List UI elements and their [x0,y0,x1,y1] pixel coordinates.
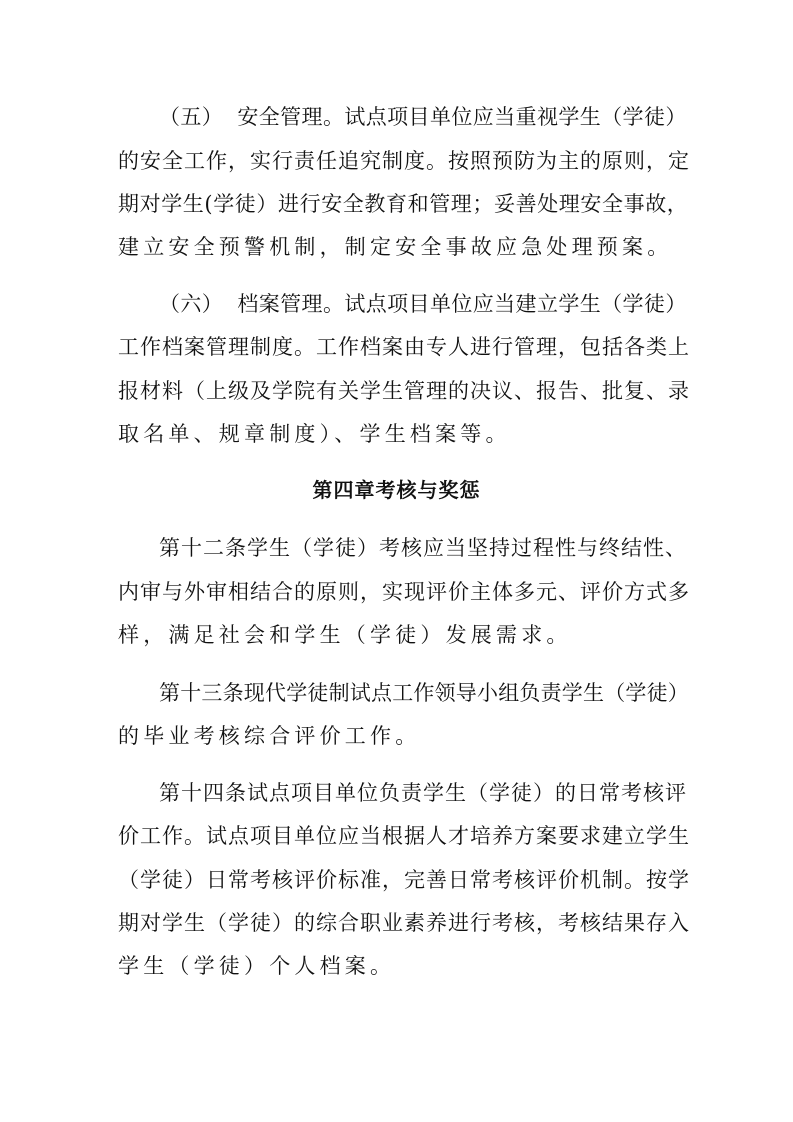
article-13-line-1: 第十三条现代学徒制试点工作领导小组负责学生（学徒） [159,681,689,705]
paragraph-5-line-2: 的安全工作，实行责任追究制度。按照预防为主的原则，定 [118,149,690,173]
article-12-line-1: 第十二条学生（学徒）考核应当坚持过程性与终结性、 [159,536,687,560]
article-13-line-2: 的毕业考核综合评价工作。 [118,724,421,748]
paragraph-6-line-3: 报材料（上级及学院有关学生管理的决议、报告、批复、录 [118,379,690,403]
paragraph-5-line-3: 期对学生(学徒）进行安全教育和管理；妥善处理安全事故， [118,192,689,216]
paragraph-6-line-4: 取名单、规章制度）、学生档案等。 [118,422,511,446]
article-12-line-3: 样，满足社会和学生（学徒）发展需求。 [118,623,572,647]
paragraph-5-line-4: 建立安全预警机制，制定安全事故应急处理预案。 [118,235,673,259]
article-14-line-1: 第十四条试点项目单位负责学生（学徒）的日常考核评 [159,781,687,805]
article-12-line-2: 内审与外审相结合的原则，实现评价主体多元、评价方式多 [118,580,690,604]
article-14-line-2: 价工作。试点项目单位应当根据人才培养方案要求建立学生 [118,824,690,848]
article-14-line-4: 期对学生（学徒）的综合职业素养进行考核，考核结果存入 [118,911,690,935]
paragraph-6-line-2: 工作档案管理制度。工作档案由专人进行管理，包括各类上 [118,335,690,359]
article-14-line-3: （学徒）日常考核评价标准，完善日常考核评价机制。按学 [118,868,690,892]
paragraph-6-line-1: （六） 档案管理。试点项目单位应当建立学生（学徒） [159,292,687,316]
chapter-title: 第四章考核与奖惩 [312,478,481,502]
paragraph-5-line-1: （五） 安全管理。试点项目单位应当重视学生（学徒） [159,105,687,129]
article-14-line-5: 学生（学徒）个人档案。 [118,954,396,978]
